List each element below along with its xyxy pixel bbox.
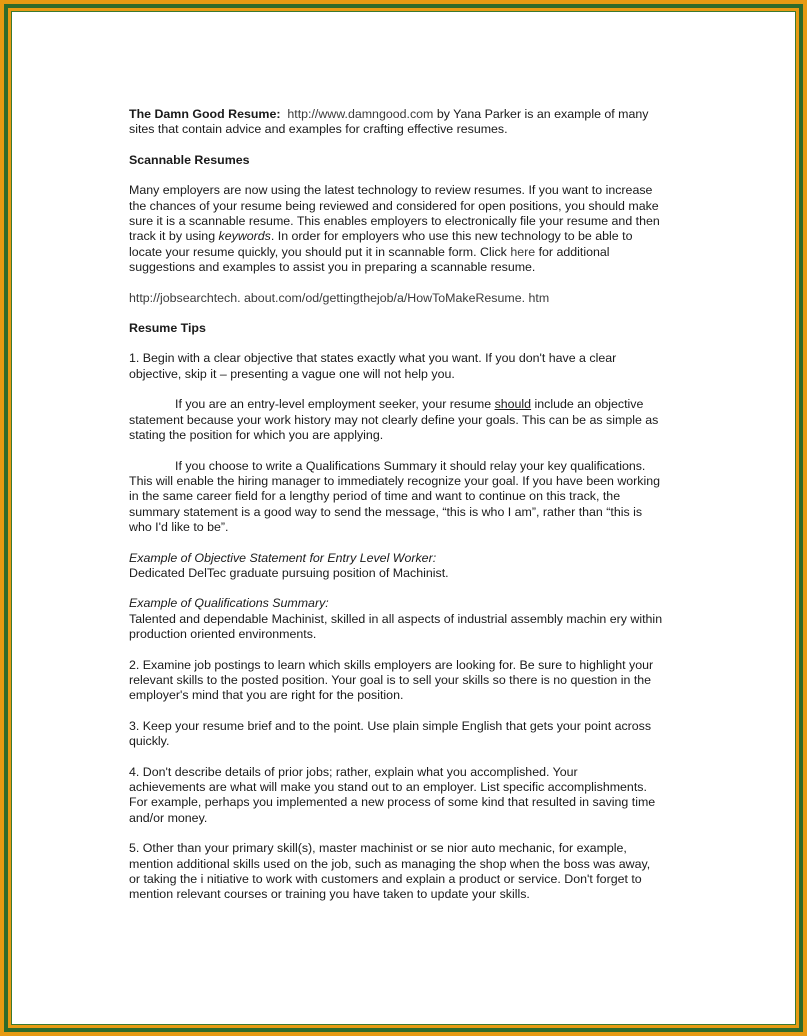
tip-4-line: 4. Don't describe details of prior jobs; rather, explain what you accomplished. Your xyxy=(129,764,578,779)
document-content xyxy=(129,107,689,903)
qualifications-line: who I'd like to be”. xyxy=(129,520,229,535)
tip-1-line: objective, skip it – presenting a vague one will not help you. xyxy=(129,366,455,381)
qualifications-line: summary statement is a good way to send the message, “this is who I am”, rather than “this is xyxy=(129,504,643,519)
scannable-line xyxy=(129,245,689,260)
intro-line-1 xyxy=(129,107,689,122)
scannable-line: the chances of your resume being reviewed and considered for open positions, you should make xyxy=(129,198,659,213)
tip-3-line: 3. Keep your resume brief and to the point. Use plain simple English that gets your point across xyxy=(129,718,652,733)
intro-text: by Yana Parker is an example of many xyxy=(433,107,649,121)
tip-4-line: and/or money. xyxy=(129,810,208,825)
entry-level-line xyxy=(129,397,689,412)
tip-2-line: relevant skills to the posted position. Your goal is to sell your skills so there is no question in the xyxy=(129,672,652,687)
text: locate your resume quickly, you should put it in scannable form. Click xyxy=(129,244,511,259)
document-page xyxy=(11,11,796,1025)
scannable-line: Many employers are now using the latest technology to review resumes. If you want to increase xyxy=(129,183,653,198)
intro-line-2: sites that contain advice and examples for crafting effective resumes. xyxy=(129,122,508,137)
green-border xyxy=(4,4,803,1032)
resume-tips-heading: Resume Tips xyxy=(129,321,206,336)
scannable-line xyxy=(129,229,689,244)
tip-3-line: quickly. xyxy=(129,734,170,749)
example-objective-text: Dedicated DelTec graduate pursuing position of Machinist. xyxy=(129,565,449,580)
tip-2-line: employer's mind that you are right for the position. xyxy=(129,688,404,703)
tip-5-line: 5. Other than your primary skill(s), master machinist or se nior auto mechanic, for example, xyxy=(129,841,627,856)
tip-4-line: achievements are what will make you stand out to an employer. List specific accomplishments. xyxy=(129,780,647,794)
jobsearchtech-link[interactable]: http://jobsearchtech. about.com/od/gettingthejob/a/HowToMakeResume. htm xyxy=(129,290,550,305)
entry-level-line: stating the position for which you are applying. xyxy=(129,428,384,443)
intro-title: The Damn Good Resume: xyxy=(129,107,281,121)
qualifications-line: in the same career field for a lengthy period of time and want to continue on this track, the xyxy=(129,489,621,504)
damngood-link[interactable]: http://www.damngood.com xyxy=(287,107,434,121)
text: track it by using xyxy=(129,229,219,244)
text: If you are an entry-level employment seeker, your resume xyxy=(175,397,495,412)
scannable-line: sure it is a scannable resume. This enables employers to electronically file your resume and then xyxy=(129,214,660,229)
text: . In order for employers who use this new technology to be able to xyxy=(270,229,633,244)
inner-orange-border xyxy=(8,8,799,1028)
tip-1-line: 1. Begin with a clear objective that states exactly what you want. If you don't have a clear xyxy=(129,351,617,366)
qualifications-line: This will enable the hiring manager to immediately recognize your goal. If you have been working xyxy=(129,473,661,488)
example-objective-label: Example of Objective Statement for Entry Level Worker: xyxy=(129,550,437,565)
scannable-heading: Scannable Resumes xyxy=(129,152,250,167)
here-link[interactable]: here xyxy=(510,244,536,259)
tip-4-line: For example, perhaps you implemented a new process of some kind that resulted in saving time xyxy=(129,795,656,810)
keywords-term: keywords xyxy=(218,229,271,244)
example-summary-text: production oriented environments. xyxy=(129,627,317,642)
qualifications-line: If you choose to write a Qualifications Summary it should relay your key qualifications. xyxy=(175,458,646,473)
tip-5-line: mention relevant courses or training you have taken to update your skills. xyxy=(129,887,530,902)
scannable-line: suggestions and examples to assist you in preparing a scannable resume. xyxy=(129,260,536,275)
example-summary-text: Talented and dependable Machinist, skilled in all aspects of industrial assembly machin ery within xyxy=(129,611,663,626)
should-underlined: should xyxy=(494,397,532,412)
tip-5-line: or taking the i nitiative to work with customers and explain a product or service. Don't forget to xyxy=(129,872,642,887)
entry-level-line: statement because your work history may not clearly define your goals. This can be as simple as xyxy=(129,412,659,427)
text: for additional xyxy=(535,244,610,259)
tip-5-line: mention additional skills used on the job, such as managing the shop when the boss was away, xyxy=(129,856,651,871)
tip-2-line: 2. Examine job postings to learn which skills employers are looking for. Be sure to highlight your xyxy=(129,657,654,672)
example-summary-label: Example of Qualifications Summary: xyxy=(129,596,329,611)
text: include an objective xyxy=(531,397,644,412)
